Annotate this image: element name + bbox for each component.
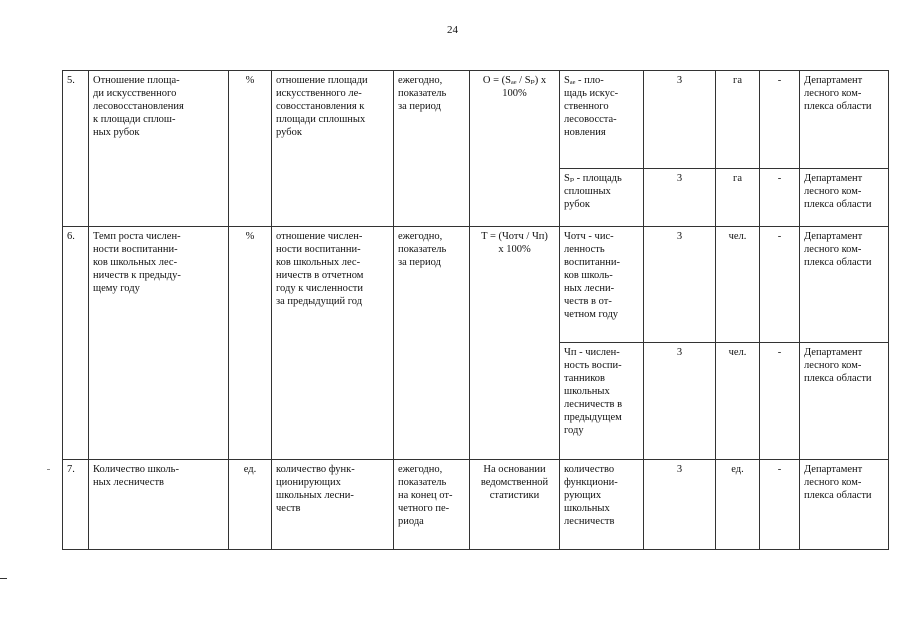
unit-cell: ед. xyxy=(229,460,272,550)
unit-cell: % xyxy=(229,227,272,460)
period-cell: ежегодно, показатель на конец от- четного пе- риода xyxy=(394,460,470,550)
table-row xyxy=(63,71,889,169)
unit-cell: % xyxy=(229,71,272,227)
dash-cell: - xyxy=(760,71,800,169)
code-cell: 3 xyxy=(644,227,716,343)
period-cell: ежегодно, показатель за период xyxy=(394,71,470,227)
responsible-cell: Департамент лесного ком- плекса области xyxy=(800,169,889,227)
component-cell: Sₐₑ - пло- щадь искус- ственного лесовосста- новления xyxy=(560,71,644,169)
indicator-name: Количество школь- ных лесничеств xyxy=(89,460,229,550)
measure-cell: чел. xyxy=(716,343,760,460)
margin-mark xyxy=(0,578,7,579)
row-number: 7. xyxy=(63,460,89,550)
indicator-name: Отношение площа- ди искусственного лесовосстановления к площади сплош- ных рубок xyxy=(89,71,229,227)
dash-cell: - xyxy=(760,227,800,343)
page-number: 24 xyxy=(447,24,458,36)
responsible-cell: Департамент лесного ком- плекса области xyxy=(800,343,889,460)
indicators-table xyxy=(62,70,889,550)
indicator-name: Темп роста числен- ности воспитанни- ков школьных лес- ничеств к предыду- щему году xyxy=(89,227,229,460)
definition-cell: отношение площади искусственного ле- совосстановления к площади сплошных рубок xyxy=(272,71,394,227)
definition-cell: количество функ- ционирующих школьных лесни- честв xyxy=(272,460,394,550)
dash-cell: - xyxy=(760,460,800,550)
component-cell: Чотч - чис- ленность воспитанни- ков школь- ных лесни- честв в от- четном году xyxy=(560,227,644,343)
formula-cell: На основании ведомственной статистики xyxy=(470,460,560,550)
row-number: 6. xyxy=(63,227,89,460)
code-cell: 3 xyxy=(644,169,716,227)
table-row xyxy=(63,227,889,343)
component-cell: Sₚ - площадь сплошных рубок xyxy=(560,169,644,227)
code-cell: 3 xyxy=(644,343,716,460)
component-cell: количество функциони- рующих школьных лесничеств xyxy=(560,460,644,550)
responsible-cell: Департамент лесного ком- плекса области xyxy=(800,460,889,550)
scan-dot xyxy=(47,469,50,470)
measure-cell: га xyxy=(716,169,760,227)
period-cell: ежегодно, показатель за период xyxy=(394,227,470,460)
table-row xyxy=(63,460,889,550)
measure-cell: чел. xyxy=(716,227,760,343)
code-cell: 3 xyxy=(644,71,716,169)
definition-cell: отношение числен- ности воспитанни- ков школьных лес- ничеств в отчетном году к численности за предыдущий год xyxy=(272,227,394,460)
component-cell: Чп - числен- ность воспи- танников школьных лесничеств в предыдущем году xyxy=(560,343,644,460)
row-number: 5. xyxy=(63,71,89,227)
dash-cell: - xyxy=(760,343,800,460)
formula-cell: O = (Sₐₑ / Sₚ) x 100% xyxy=(470,71,560,227)
code-cell: 3 xyxy=(644,460,716,550)
measure-cell: га xyxy=(716,71,760,169)
dash-cell: - xyxy=(760,169,800,227)
responsible-cell: Департамент лесного ком- плекса области xyxy=(800,227,889,343)
measure-cell: ед. xyxy=(716,460,760,550)
formula-cell: T = (Чотч / Чп) x 100% xyxy=(470,227,560,460)
responsible-cell: Департамент лесного ком- плекса области xyxy=(800,71,889,169)
